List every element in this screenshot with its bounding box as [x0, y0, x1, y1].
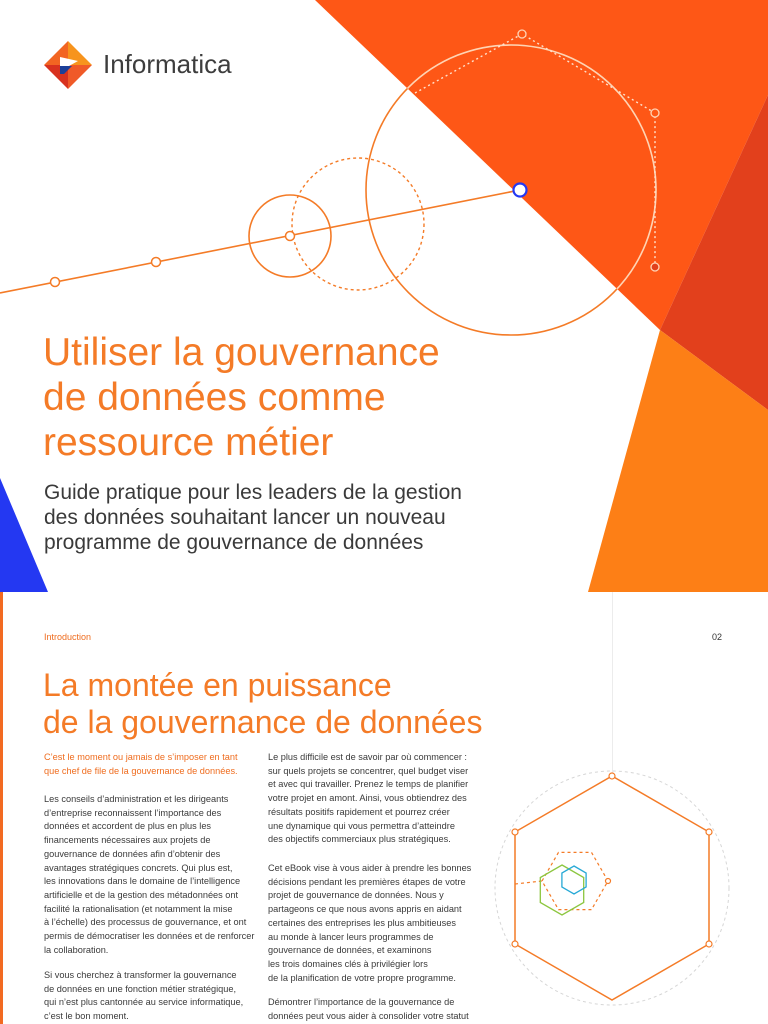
text-line: données peut vous aider à consolider votre statut: [268, 1010, 469, 1021]
intro-statement: [44, 751, 238, 778]
cover-subtitle-line: Guide pratique pour les leaders de la gestion: [44, 481, 462, 504]
text-line: gouvernance de données, et examinons: [268, 945, 432, 956]
page-number: 02: [712, 632, 723, 642]
informatica-logo: [44, 41, 244, 89]
text-line: à l’échelle) des processus de gouvernance, et ont: [44, 917, 247, 928]
text-line: et avec qui travailler. Prenez le temps de planifier: [268, 779, 469, 790]
dashed-orange-hexagon: [542, 852, 608, 909]
body-paragraph: [44, 969, 243, 1024]
hexagon-vertex-marker: [706, 829, 712, 835]
text-line: permis de démocratiser les données et de renforcer: [44, 931, 255, 942]
text-line: Démontrer l’importance de la gouvernance de: [268, 997, 455, 1007]
cover-title: [43, 330, 440, 465]
text-line: sur quels projets se concentrer, quel budget viser: [268, 765, 469, 776]
text-line: financements nécessaires aux projets de: [44, 835, 211, 846]
text-line: d’entreprise reconnaissent l’importance des: [44, 807, 222, 818]
text-line: Les conseils d’administration et les dirigeants: [44, 794, 229, 804]
informatica-logo-icon: [44, 41, 92, 89]
dashed-guide-circle: [495, 771, 729, 1005]
text-line: résultats positifs rapidement et pourrez créer: [268, 806, 450, 817]
body-paragraph: [44, 793, 254, 957]
text-line: que chef de file de la gouvernance de données.: [44, 765, 238, 776]
text-line: Si vous cherchez à transformer la gouvernance: [44, 970, 237, 980]
text-line: une dynamique qui vous permettra d’atteindre: [268, 820, 455, 831]
text-line: artificielle et de la gestion des métadonnées ont: [44, 889, 239, 900]
body-paragraph: [268, 862, 471, 985]
line-marker: [152, 258, 161, 267]
hexagon-vertex-marker: [706, 941, 712, 947]
orange-hexagon: [515, 776, 709, 1000]
blue-triangle: [0, 478, 48, 592]
logo-wordmark: Informatica: [103, 49, 232, 79]
cover-subtitle-line: des données souhaitant lancer un nouveau: [44, 506, 446, 529]
text-line: facilité la rationalisation (et notamment la mise: [44, 903, 233, 914]
cover-title-line: de données comme: [43, 376, 386, 419]
hexagon-vertex-marker: [651, 263, 659, 271]
cover-title-line: ressource métier: [43, 421, 334, 464]
dashed-connector: [515, 881, 542, 884]
hexagon-vertex-marker: [651, 109, 659, 117]
text-line: Cet eBook vise à vous aider à prendre les bonnes: [268, 863, 472, 873]
text-line: la collaboration.: [44, 944, 109, 955]
hexagon-vertex-marker: [518, 30, 526, 38]
page-heading: [43, 667, 482, 741]
circle-center-marker: [286, 232, 295, 241]
text-line: partageons ce que nous avons appris en aidant: [268, 904, 462, 915]
cyan-hexagon: [562, 866, 586, 894]
line-marker: [51, 278, 60, 287]
cover-title-line: Utiliser la gouvernance: [43, 331, 440, 374]
body-paragraph: [268, 996, 469, 1023]
text-line: certaines des entreprises les plus ambitieuses: [268, 917, 456, 928]
cover-subtitle: [44, 480, 462, 555]
page-edge-rule: [0, 592, 3, 1024]
text-line: qui n’est plus cantonnée au service informatique,: [44, 997, 244, 1008]
text-line: les trois domaines clés à privilégier lors: [268, 958, 428, 969]
text-line: C’est le moment ou jamais de s’imposer en tant: [44, 752, 238, 762]
text-line: c’est le bon moment.: [44, 1011, 129, 1022]
body-paragraph: [268, 751, 468, 847]
page-heading-line: La montée en puissance: [43, 667, 392, 703]
connector-line: [0, 190, 520, 293]
text-line: données et accordent de plus en plus les: [44, 821, 212, 832]
text-line: de données en une fonction métier stratégique,: [44, 983, 237, 994]
hexagon-vertex-marker: [609, 773, 615, 779]
text-line: les innovations dans le domaine de l’intelligence: [44, 876, 241, 887]
hexagon-vertex-marker: [512, 829, 518, 835]
text-line: avantages stratégiques concrets. Qui plus est,: [44, 862, 233, 873]
text-line: au monde à lancer leurs programmes de: [268, 931, 434, 942]
text-line: des objectifs commerciaux plus stratégiques.: [268, 834, 451, 845]
text-line: votre projet en amont. Ainsi, vous obtiendrez des: [268, 793, 467, 804]
hexagon-vertex-marker: [606, 879, 611, 884]
text-line: Le plus difficile est de savoir par où commencer :: [268, 752, 467, 762]
text-line: décisions pendant les premières étapes de votre: [268, 876, 466, 887]
text-line: projet de gouvernance de données. Nous y: [268, 890, 444, 901]
cover-subtitle-line: programme de gouvernance de données: [44, 531, 424, 554]
page-heading-line: de la gouvernance de données: [43, 704, 483, 740]
introduction-page: [0, 592, 768, 1024]
text-line: de la planification de votre propre programme.: [268, 972, 456, 983]
text-line: gouvernance de données afin d’obtenir des: [44, 848, 221, 859]
section-label: Introduction: [44, 632, 92, 642]
hexagon-vertex-marker: [512, 941, 518, 947]
blue-endpoint-marker: [514, 184, 527, 197]
